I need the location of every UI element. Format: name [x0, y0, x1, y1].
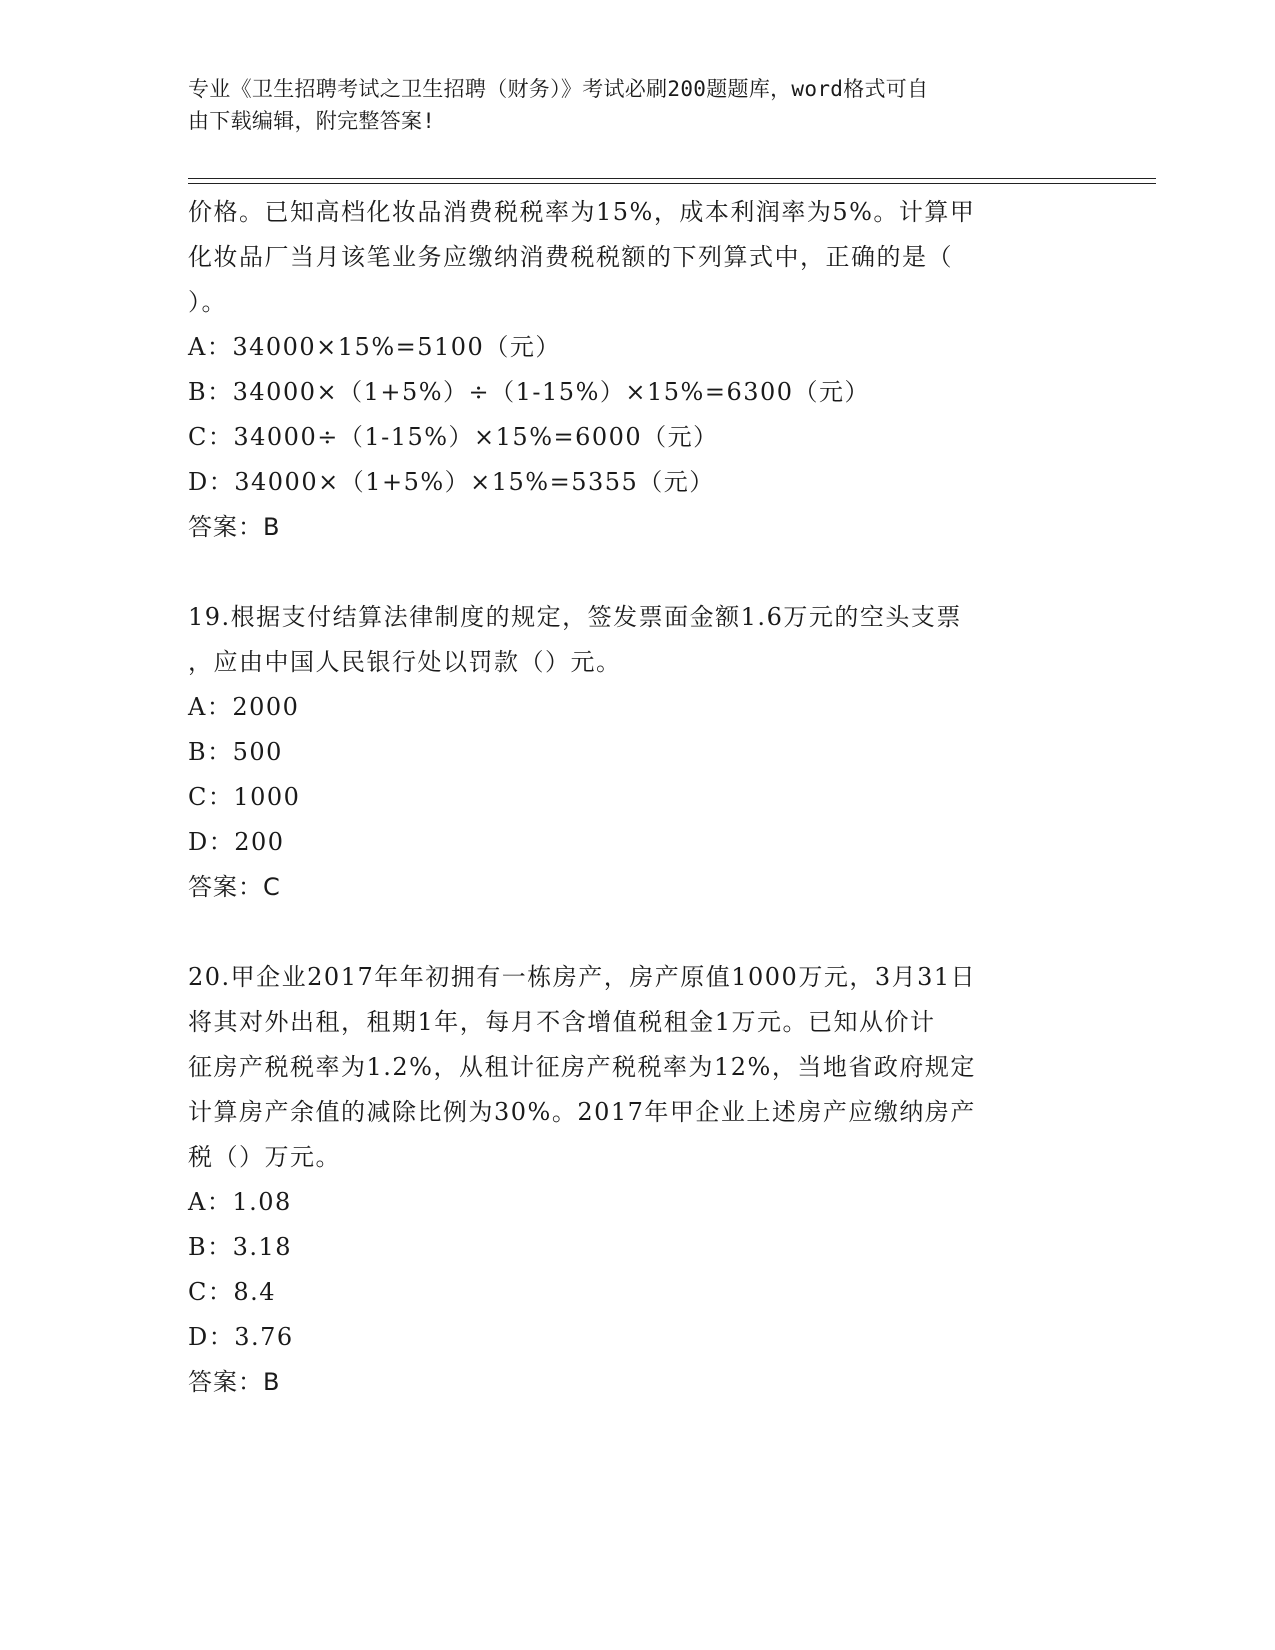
option-d: D：34000×（1+5%）×15%=5355（元）: [188, 468, 715, 496]
question-text-line: 19.根据支付结算法律制度的规定，签发票面金额1.6万元的空头支票: [188, 603, 962, 631]
question-text-line: ）。: [188, 288, 227, 316]
question-text-line: 税（）万元。: [188, 1143, 341, 1171]
option-a: A：2000: [188, 693, 300, 721]
spacer: [188, 910, 1088, 955]
header-divider-bottom: [188, 183, 1156, 184]
question-text-line: 20.甲企业2017年年初拥有一栋房产，房产原值1000万元，3月31日: [188, 963, 977, 991]
question-18: [188, 190, 1088, 550]
header-divider-top: [188, 178, 1156, 179]
spacer: [188, 550, 1088, 595]
document-header: [188, 73, 1068, 137]
question-20: [188, 955, 1088, 1405]
question-text-line: ，应由中国人民银行处以罚款（）元。: [188, 648, 622, 676]
option-d: D：200: [188, 828, 285, 856]
question-text-line: 价格。已知高档化妆品消费税税率为15%，成本利润率为5%。计算甲: [188, 198, 976, 226]
option-c: C：34000÷（1-15%）×15%=6000（元）: [188, 423, 719, 451]
question-text-line: 化妆品厂当月该笔业务应缴纳消费税税额的下列算式中，正确的是（: [188, 243, 953, 271]
question-19: [188, 595, 1088, 910]
option-c: C：1000: [188, 783, 301, 811]
option-b: B：34000×（1+5%）÷（1-15%）×15%=6300（元）: [188, 378, 871, 406]
option-d: D：3.76: [188, 1323, 294, 1351]
option-a: A：34000×15%=5100（元）: [188, 333, 561, 361]
question-list: [188, 190, 1088, 1405]
header-line-1: 专业《卫生招聘考试之卫生招聘（财务）》考试必刷200题题库，word格式可自: [188, 77, 929, 101]
question-text-line: 将其对外出租，租期1年，每月不含增值税租金1万元。已知从价计: [188, 1008, 936, 1036]
question-text-line: 计算房产余值的减除比例为30%。2017年甲企业上述房产应缴纳房产: [188, 1098, 976, 1126]
header-line-2: 由下载编辑，附完整答案!: [188, 109, 436, 133]
answer-line: 答案：B: [188, 1368, 281, 1396]
option-b: B：3.18: [188, 1233, 293, 1261]
option-a: A：1.08: [188, 1188, 292, 1216]
answer-line: 答案：B: [188, 513, 281, 541]
option-c: C：8.4: [188, 1278, 277, 1306]
answer-line: 答案：C: [188, 873, 281, 901]
option-b: B：500: [188, 738, 283, 766]
question-text-line: 征房产税税率为1.2%，从租计征房产税税率为12%，当地省政府规定: [188, 1053, 976, 1081]
